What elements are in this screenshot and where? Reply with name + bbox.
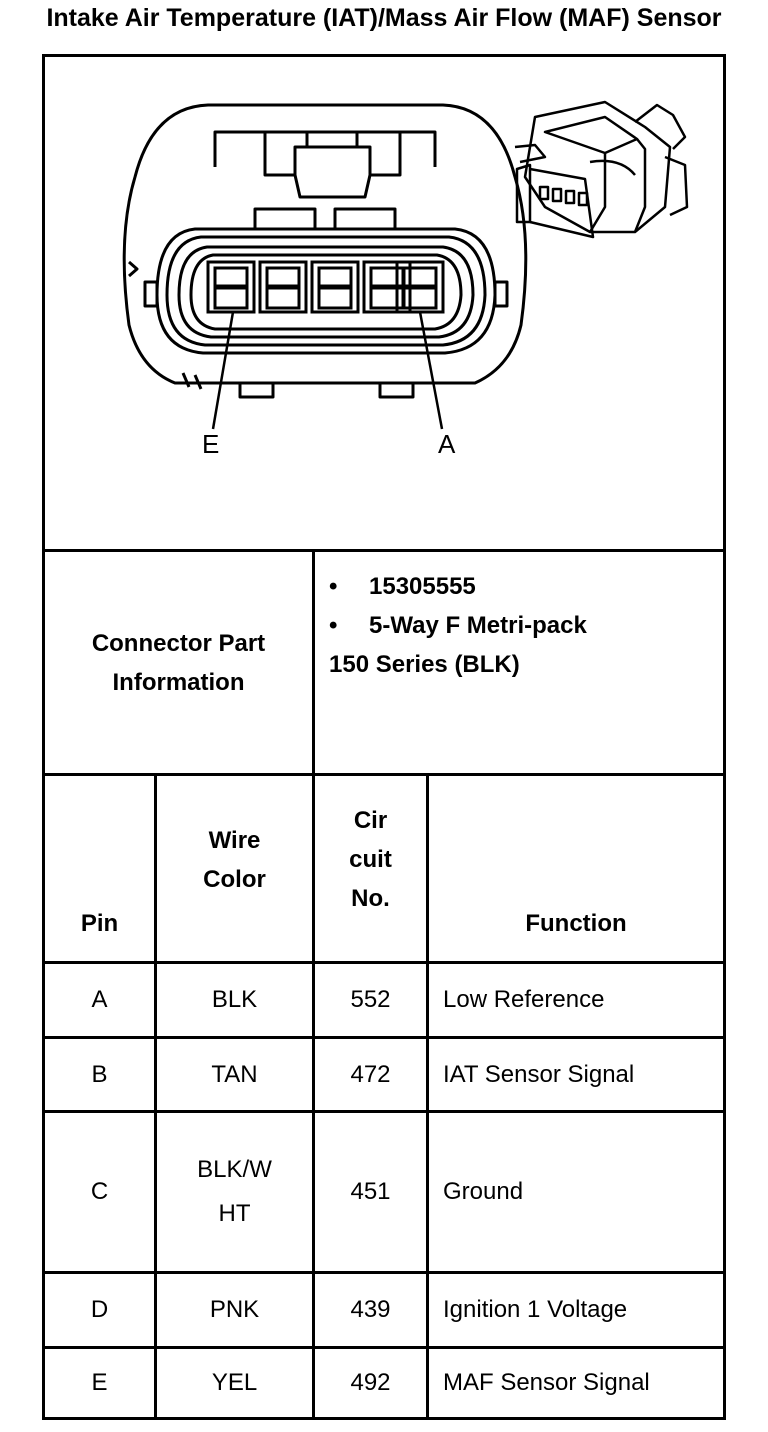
header-pin: Pin: [80, 910, 119, 937]
part-number-item: • 15305555: [329, 573, 476, 600]
header-circuit-no: Cir cuit No.: [349, 807, 392, 912]
function-cell: Low Reference: [443, 986, 605, 1013]
circuit-cell: 451: [350, 1178, 391, 1205]
wire-color-cell: YEL: [211, 1369, 258, 1396]
function-cell: MAF Sensor Signal: [443, 1369, 650, 1396]
connector-info-label: Connector Part Information: [91, 629, 266, 696]
page-title: Intake Air Temperature (IAT)/Mass Air Flow (MAF) Sensor: [46, 4, 722, 32]
pin-cell: E: [91, 1369, 108, 1396]
pin-cell: A: [91, 986, 108, 1013]
function-cell: Ignition 1 Voltage: [443, 1296, 628, 1323]
housing-inner-lip: [215, 132, 435, 167]
terminal-e: [208, 262, 254, 312]
circuit-cell: 472: [350, 1060, 391, 1088]
wire-color-cell: PNK: [209, 1296, 260, 1323]
pin-cell: B: [91, 1060, 108, 1088]
latch: [265, 132, 400, 197]
terminal-a: [397, 262, 443, 312]
wire-color-cell: BLK/W HT: [197, 1156, 272, 1227]
terminal-c: [312, 262, 358, 312]
pin-label-a: A: [438, 429, 456, 459]
wire-color-cell: TAN: [211, 1060, 258, 1088]
header-function: Function: [525, 910, 627, 937]
connector-face-drawing: [45, 57, 723, 551]
function-cell: IAT Sensor Signal: [443, 1060, 635, 1088]
circuit-cell: 439: [350, 1296, 391, 1323]
circuit-cell: 552: [350, 986, 391, 1013]
connector-diagram: [45, 57, 723, 551]
connector-frame: [42, 54, 726, 1420]
connector-info-list: [329, 567, 587, 684]
header-wire-color: Wire Color: [203, 826, 266, 893]
terminal-d: [260, 262, 306, 312]
circuit-cell: 492: [350, 1369, 391, 1396]
pin-cell: C: [90, 1178, 109, 1205]
pin-label-e: E: [202, 429, 220, 459]
connector-isometric-view: [515, 102, 687, 237]
wire-color-cell: BLK: [211, 986, 258, 1013]
connector-series-line: 150 Series (BLK): [329, 651, 520, 678]
pin-cell: D: [90, 1296, 109, 1323]
function-cell: Ground: [443, 1178, 524, 1205]
connector-type-item: • 5-Way F Metri-pack: [329, 612, 587, 639]
